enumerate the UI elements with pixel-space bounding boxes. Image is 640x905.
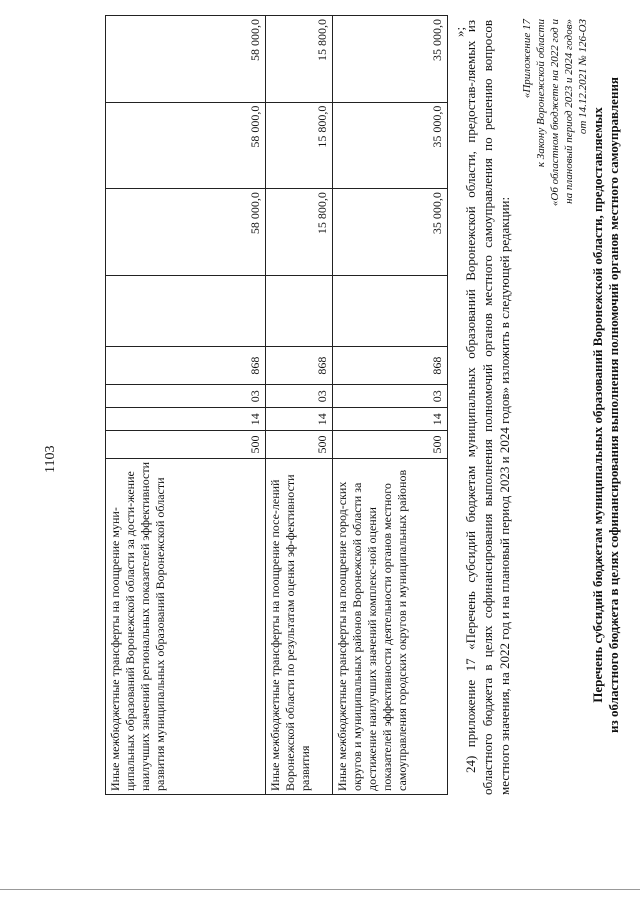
title-line: из областного бюджета в целях софинансирования выполнения полномочий органов местного самоуправления	[606, 77, 621, 733]
amount-cell: 15 800,0	[266, 189, 333, 276]
scan-edge-line	[0, 889, 640, 890]
code-cell: 14	[106, 408, 266, 431]
table-row	[333, 16, 448, 795]
code-cell: 03	[266, 385, 333, 408]
annex-line: от 14.12.2021 № 126-ОЗ	[577, 19, 589, 135]
row-name: Иные межбюджетные трансферты на поощрение посе-лений Воронежской области по результатам оценки эф-фективности развития	[266, 458, 333, 794]
budget-table	[105, 15, 448, 795]
code-cell: 500	[333, 431, 448, 458]
amount-cell: 58 000,0	[106, 189, 266, 276]
amendment-paragraph	[462, 20, 513, 795]
annex-line: на плановый период 2023 и 2024 годов»	[563, 19, 575, 204]
annex-reference	[520, 19, 590, 369]
empty-cell	[333, 275, 448, 346]
code-cell: 868	[106, 346, 266, 384]
code-cell: 14	[266, 408, 333, 431]
code-cell: 868	[266, 346, 333, 384]
code-cell: 03	[333, 385, 448, 408]
amount-cell: 35 000,0	[333, 102, 448, 189]
code-cell: 500	[266, 431, 333, 458]
annex-line: «Об областном бюджете на 2022 год и	[549, 19, 561, 207]
code-cell: 03	[106, 385, 266, 408]
row-name: Иные межбюджетные трансферты на поощрение город-ских округов и муниципальных районов Воронежской области за достижение наилучших значений комплекс-ной оценки показателей эффективности деятельности органов местного самоуправления городских округов и муниципальных районов	[333, 458, 448, 794]
code-cell: 14	[333, 408, 448, 431]
title-line: Перечень субсидий бюджетам муниципальных образований Воронежской области, предоставляемых	[590, 107, 605, 703]
table-row	[106, 16, 266, 795]
paragraph-text: 24) приложение 17 «Перечень субсидий бюджетам муниципальных образований Воронежской области, предостав-ляемых из областного бюджета в целях софинансирования выполнения полномочий органов местного самоуправления по решению вопросов местного значения, на 2022 год и на плановый период 2023 и 2024 годов» изложить в следующей редакции:	[463, 20, 512, 795]
amount-cell: 35 000,0	[333, 16, 448, 103]
amount-cell: 15 800,0	[266, 16, 333, 103]
annex-line: «Приложение 17	[521, 19, 533, 99]
code-cell: 868	[333, 346, 448, 384]
table-row	[266, 16, 333, 795]
page-number: 1103	[43, 445, 58, 473]
amount-cell: 35 000,0	[333, 189, 448, 276]
amount-cell: 15 800,0	[266, 102, 333, 189]
annex-line: к Закону Воронежской области	[535, 19, 547, 168]
empty-cell	[106, 275, 266, 346]
code-cell: 500	[106, 431, 266, 458]
amount-cell: 58 000,0	[106, 16, 266, 103]
empty-cell	[266, 275, 333, 346]
section-title	[590, 15, 622, 795]
row-name: Иные межбюджетные трансферты на поощрение муни-ципальных образований Воронежской области за дости-жение наилучших значений региональных показателей эффективности развития муниципальных образований Воронежской области	[106, 458, 266, 794]
amount-cell: 58 000,0	[106, 102, 266, 189]
quote-end: »;	[452, 26, 467, 37]
